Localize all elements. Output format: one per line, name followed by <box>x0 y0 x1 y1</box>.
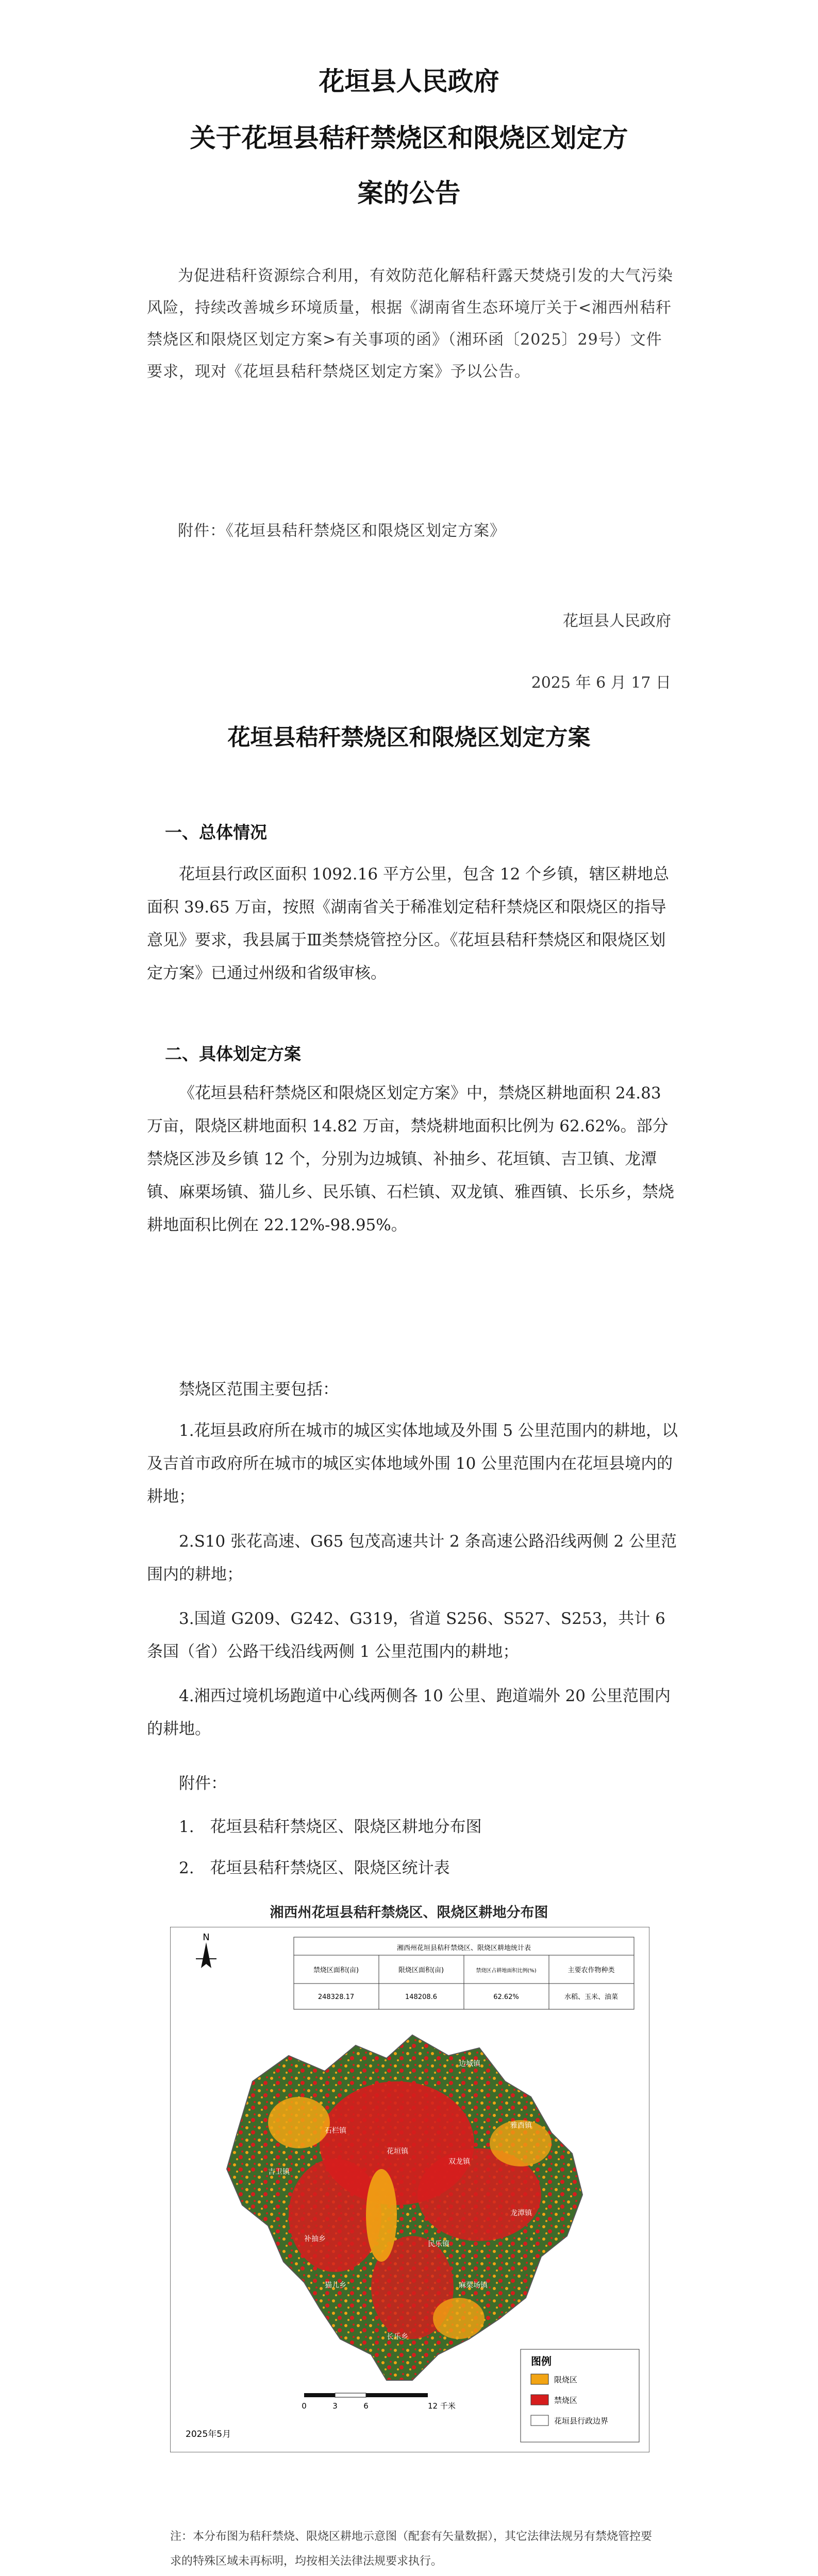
place-label: 石栏镇 <box>325 2127 346 2135</box>
scope-item-2: 2.S10 张花高速、G65 包茂高速共计 2 条高速公路沿线两侧 2 公里范围内的耕地； <box>147 1532 677 1584</box>
section2-heading: 二、具体划定方案 <box>165 1044 301 1064</box>
scope-item-3: 3.国道 G209、G242、G319，省道 S256、S527、S253，共计 6 条国（省）公路干线沿线两侧 1 公里范围内的耕地； <box>147 1609 665 1661</box>
north-label: N <box>203 1932 210 1943</box>
announcement-title-line2: 案的公告 <box>357 178 461 208</box>
section2-body: 《花垣县秸秆禁烧区和限烧区划定方案》中，禁烧区耕地面积 24.83 万亩，限烧区耕地面积 14.82 万亩，禁烧耕地面积比例为 62.62%。部分禁烧区涉及乡镇 12 个，分别为边城镇、补抽乡、花垣镇、吉卫镇、龙潭镇、麻栗场镇、猫儿乡、民乐镇、石栏镇、双龙镇、雅酉镇、长乐乡，禁烧耕地面积比例在 22.12%-98.95%。 <box>147 1084 674 1234</box>
attachment-line: 附件：《花垣县秸秆禁烧区和限烧区划定方案》 <box>178 522 506 540</box>
section1-body: 花垣县行政区面积 1092.16 平方公里，包含 12 个乡镇，辖区耕地总面积 39.65 万亩，按照《湖南省关于稀准划定秸秆禁烧区和限烧区的指导意见》要求，我县属于Ⅲ类禁烧管控分区。《花垣县秸秆禁烧区和限烧区划定方案》已通过州级和省级审核。 <box>147 865 670 982</box>
scale-label: 3 <box>332 2401 338 2411</box>
map-title: 湘西州花垣县秸秆禁烧区、限烧区耕地分布图 <box>270 1905 548 1921</box>
signature: 花垣县人民政府 <box>563 612 671 630</box>
attachments-heading: 附件： <box>179 1774 227 1793</box>
inset-header-ratio: 禁烧区占耕地面积比例(%) <box>476 1968 537 1974</box>
scale-label: 6 <box>363 2401 369 2411</box>
place-label: 花垣镇 <box>387 2147 408 2156</box>
issuing-org: 花垣县人民政府 <box>319 66 499 96</box>
inset-title: 湘西州花垣县秸秆禁烧区、限烧区耕地统计表 <box>396 1944 531 1952</box>
legend-label-limit: 限烧区 <box>554 2375 578 2384</box>
inset-stat-table <box>294 1937 634 2009</box>
announcement-title-line1: 关于花垣县秸秆禁烧区和限烧区划定方 <box>190 123 628 153</box>
map-note: 注：本分布图为秸秆禁烧、限烧区耕地示意图（配套有矢量数据），其它法律法规另有禁烧管控要求的特殊区域未再标明，均按相关法律法规要求执行。 <box>170 2530 653 2568</box>
scale-label: 12 千米 <box>428 2401 456 2411</box>
inset-value-ban: 248328.17 <box>318 1993 355 2001</box>
legend-swatch-limit <box>531 2374 548 2384</box>
legend-swatch-border <box>531 2415 548 2426</box>
map-legend <box>521 2349 639 2442</box>
place-label: 长乐乡 <box>387 2333 408 2341</box>
place-label: 补抽乡 <box>304 2235 326 2243</box>
attachment-item-1: 1. 花垣县秸秆禁烧区、限烧区耕地分布图 <box>179 1818 482 1836</box>
legend-label-ban: 禁烧区 <box>554 2396 578 2405</box>
place-label: 双龙镇 <box>448 2158 470 2166</box>
map-date: 2025年5月 <box>186 2429 231 2439</box>
inset-value-limit: 148208.6 <box>405 1993 438 2001</box>
inset-value-crops: 水稻、玉米、油菜 <box>564 1993 619 2001</box>
scope-item-1: 1.花垣县政府所在城市的城区实体地域及外围 5 公里范围内的耕地，以及吉首市政府所在城市的城区实体地域外围 10 公里范围内在花垣县境内的耕地； <box>147 1421 678 1506</box>
inset-header-crops: 主要农作物种类 <box>567 1967 615 1974</box>
place-label: 民乐镇 <box>428 2240 449 2248</box>
announcement-body: 为促进秸秆资源综合利用，有效防范化解秸秆露天焚烧引发的大气污染风险，持续改善城乡环境质量，根据《湖南省生态环境厅关于<湘西州秸秆禁烧区和限烧区划定方案>有关事项的函》（湘环函〔2025〕29号）文件要求，现对《花垣县秸秆禁烧区划定方案》予以公告。 <box>147 267 673 381</box>
place-label: 猫儿乡 <box>325 2281 346 2290</box>
section1-heading: 一、总体情况 <box>165 822 267 842</box>
inset-value-ratio: 62.62% <box>493 1993 519 2001</box>
inset-header-ban: 禁烧区面积(亩) <box>313 1967 359 1974</box>
distribution-map <box>170 1927 649 2452</box>
legend-swatch-ban <box>531 2395 548 2405</box>
place-label: 吉卫镇 <box>268 2168 290 2176</box>
announcement-date: 2025 年 6 月 17 日 <box>531 674 671 692</box>
place-label: 雅酉镇 <box>510 2122 532 2130</box>
place-label: 龙潭镇 <box>510 2209 532 2217</box>
plan-title: 花垣县秸秆禁烧区和限烧区划定方案 <box>227 724 591 751</box>
legend-label-border: 花垣县行政边界 <box>554 2416 609 2426</box>
attachment-item-2: 2. 花垣县秸秆禁烧区、限烧区统计表 <box>179 1859 450 1877</box>
place-label: 麻栗场镇 <box>459 2281 488 2290</box>
inset-header-limit: 限烧区面积(亩) <box>398 1967 444 1974</box>
map-canvas <box>170 1927 649 2452</box>
place-label: 边城镇 <box>459 2060 480 2068</box>
scale-label: 0 <box>302 2401 307 2411</box>
scope-item-4: 4.湘西过境机场跑道中心线两侧各 10 公里、跑道端外 20 公里范围内的耕地。 <box>147 1687 671 1738</box>
legend-title: 图例 <box>531 2355 552 2367</box>
scope-intro: 禁烧区范围主要包括： <box>179 1380 339 1399</box>
